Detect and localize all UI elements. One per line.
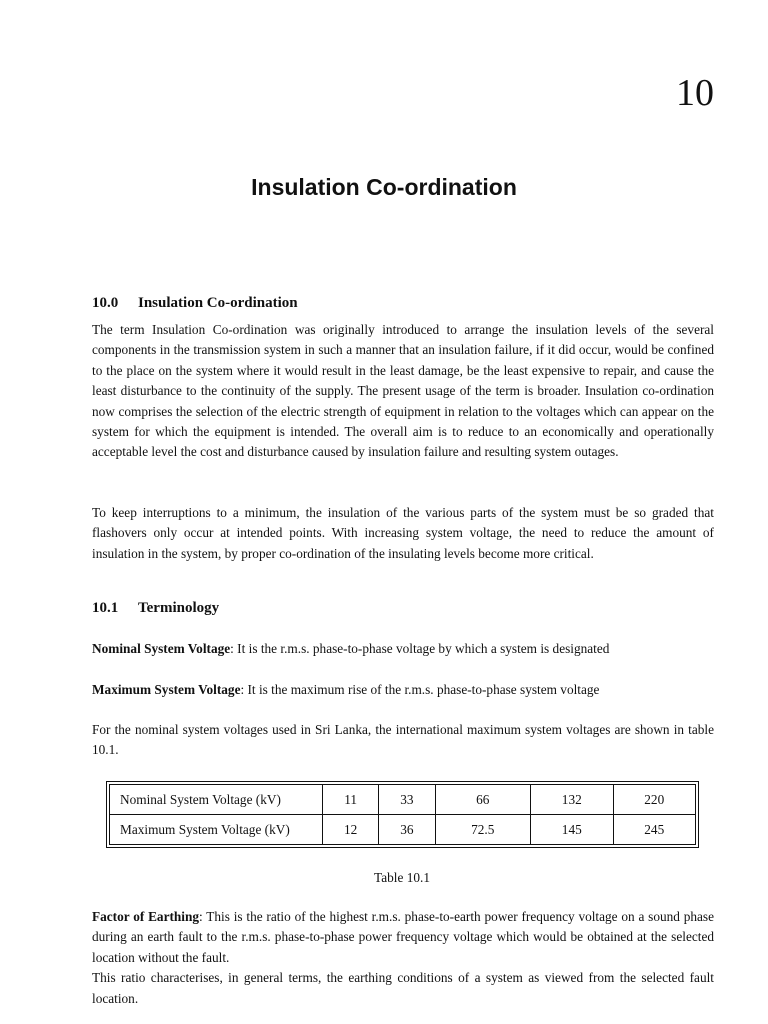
table-cell: 72.5 [435, 815, 531, 845]
table-cell: 33 [379, 785, 435, 815]
table-row [110, 815, 696, 845]
table-row-label: Nominal System Voltage (kV) [110, 785, 323, 815]
chapter-number: 10 [676, 72, 714, 114]
term-nominal-voltage: Nominal System Voltage [92, 641, 231, 656]
section-title: Insulation Co-ordination [138, 295, 298, 311]
table-cell: 145 [531, 815, 613, 845]
paragraph-earthing-ratio: This ratio characterises, in general terms, the earthing conditions of a system as viewed from the selected fault location. [92, 970, 714, 1006]
term-maximum-voltage: Maximum System Voltage [92, 682, 241, 697]
paragraph-table-intro: For the nominal system voltages used in Sri Lanka, the international maximum system voltages are shown in table 10.1. [92, 722, 714, 758]
paragraph-interruptions: To keep interruptions to a minimum, the insulation of the various parts of the system must be so graded that flashovers only occur at intended points. With increasing system voltage, the need to reduce the amount of insulation in the system, by proper co-ordination of the insulating levels become more critical. [92, 505, 714, 561]
voltage-table [106, 781, 699, 848]
table-cell: 12 [323, 815, 379, 845]
table-caption: Table 10.1 [374, 870, 430, 885]
paragraph-intro: The term Insulation Co-ordination was originally introduced to arrange the insulation levels of the several components in the transmission system in such a manner that an insulation failure, if it did occur, would be confined to the place on the system where it would result in the least damage, be the least expensive to repair, and cause the least disturbance to the continuity of the supply. The present usage of the term is broader. Insulation co-ordination now comprises the selection of the electric strength of equipment in relation to the voltages which can appear on the system for which the equipment is intended. The overall aim is to reduce to an economically and operationally acceptable level the cost and disturbance caused by insulation failure and resulting system outages. [92, 322, 714, 460]
table-row-label: Maximum System Voltage (kV) [110, 815, 323, 845]
table-row [110, 785, 696, 815]
table-cell: 66 [435, 785, 531, 815]
definition-maximum-voltage [92, 680, 714, 700]
section-number: 10.1 [92, 600, 119, 616]
section-title: Terminology [138, 600, 220, 616]
table-cell: 245 [613, 815, 696, 845]
section-heading-10-1 [92, 598, 219, 618]
voltage-table-grid [109, 784, 696, 845]
term-factor-of-earthing: Factor of Earthing [92, 909, 200, 924]
chapter-title: Insulation Co-ordination [251, 174, 517, 200]
section-number: 10.0 [92, 295, 119, 311]
table-cell: 132 [531, 785, 613, 815]
definition-text: : It is the r.m.s. phase-to-phase voltage by which a system is designated [230, 641, 610, 656]
definition-factor-of-earthing [92, 907, 714, 1009]
section-heading-10-0 [92, 293, 298, 313]
definition-nominal-voltage [92, 639, 714, 659]
table-cell: 11 [323, 785, 379, 815]
table-cell: 220 [613, 785, 696, 815]
table-cell: 36 [379, 815, 435, 845]
definition-text: : It is the maximum rise of the r.m.s. phase-to-phase system voltage [240, 682, 600, 697]
definition-text: : This is the ratio of the highest r.m.s. phase-to-earth power frequency voltage on a sound phase during an earth fault to the r.m.s. phase-to-phase power frequency voltage which would be obtained at the selected location without the fault. [92, 909, 714, 965]
